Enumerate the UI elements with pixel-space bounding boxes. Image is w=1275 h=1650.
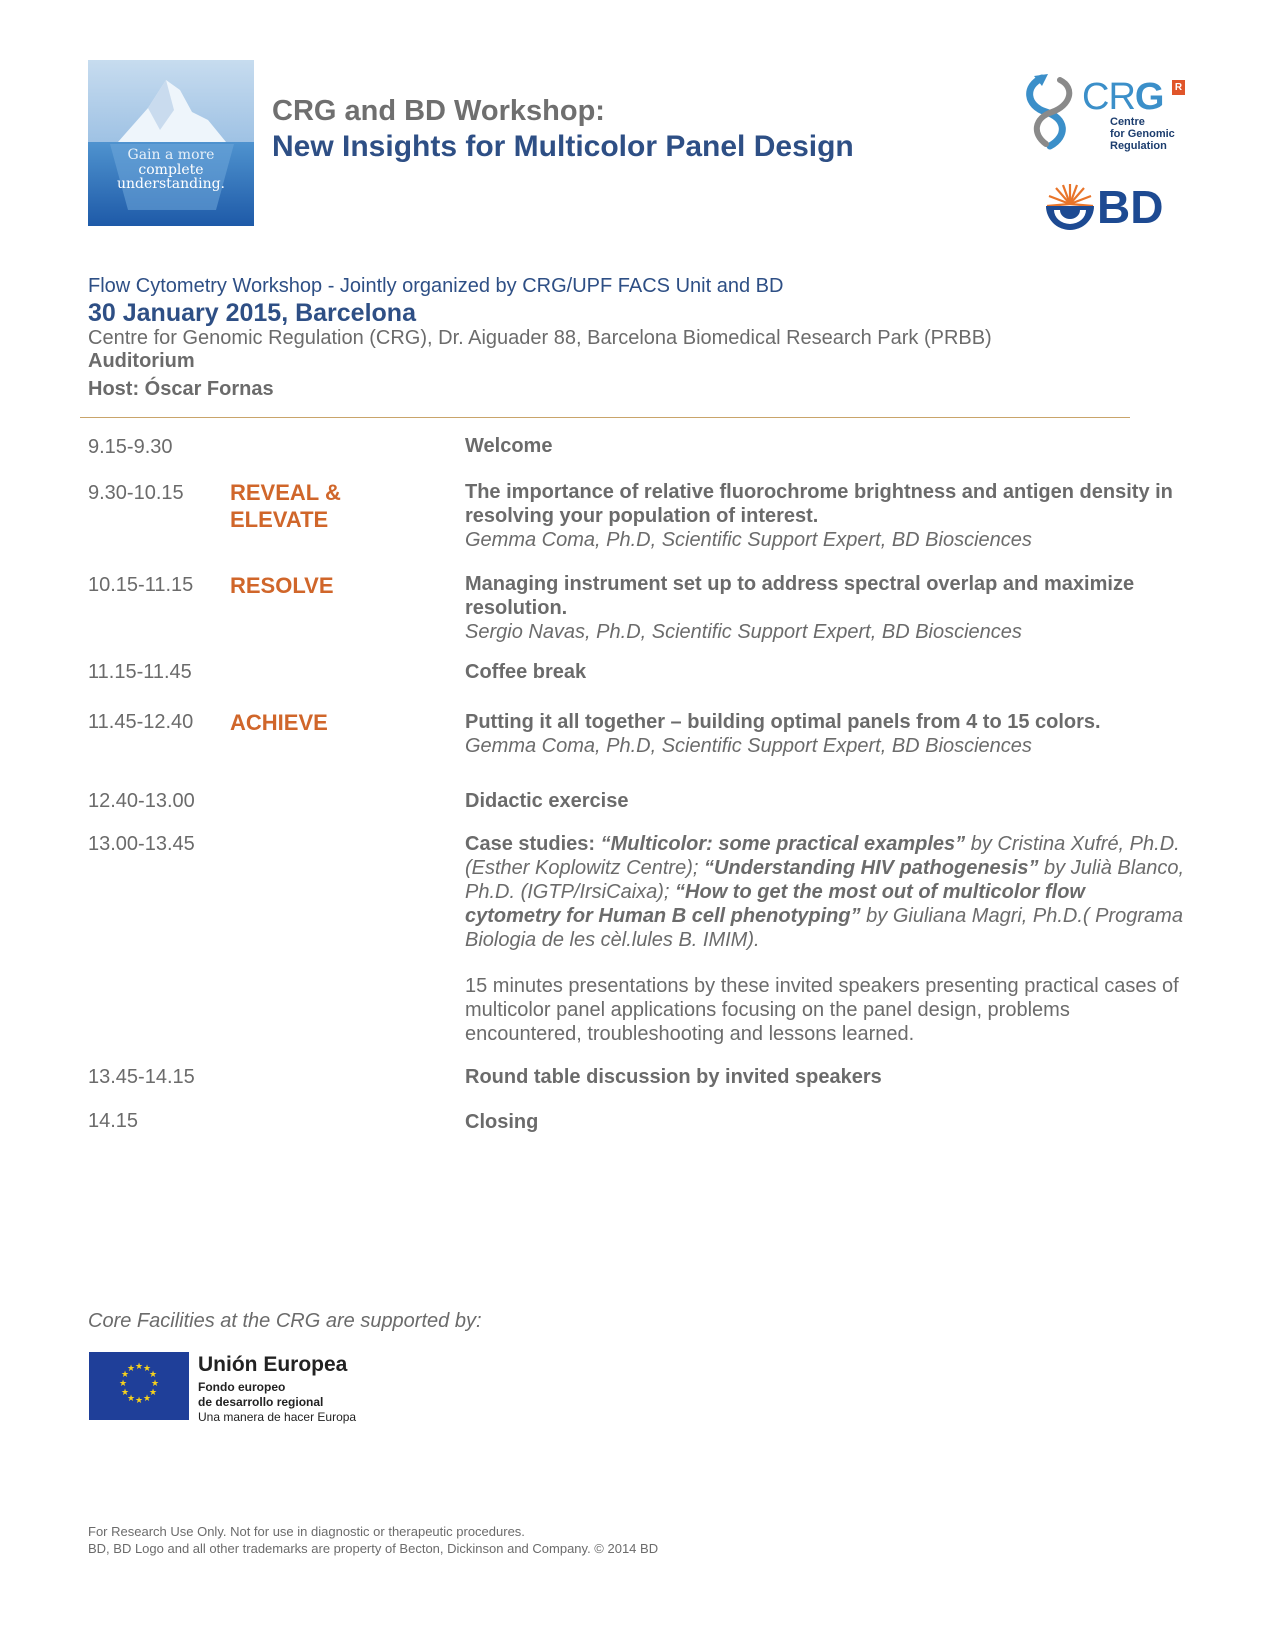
agenda-speaker: Gemma Coma, Ph.D, Scientific Support Expert, BD Biosciences xyxy=(465,735,1032,757)
agenda-time: 12.40-13.00 xyxy=(88,790,195,812)
case-label: Case studies: xyxy=(465,833,601,855)
legal-line-2: BD, BD Logo and all other trademarks are property of Becton, Dickinson and Company. © 2014 BD xyxy=(88,1541,659,1556)
crg-sub-2: for Genomic xyxy=(1110,128,1175,140)
event-venue: Auditorium xyxy=(88,350,195,372)
title-line-1: CRG and BD Workshop: xyxy=(272,95,605,127)
event-subtitle: Flow Cytometry Workshop - Jointly organized by CRG/UPF FACS Unit and BD xyxy=(88,275,784,297)
agenda-speaker: Gemma Coma, Ph.D, Scientific Support Expert, BD Biosciences xyxy=(465,529,1032,551)
case-studies xyxy=(465,832,1185,952)
agenda-title: Closing xyxy=(465,1111,539,1133)
case-description: 15 minutes presentations by these invited speakers presenting practical cases of multicolor panel applications focusing on the panel design, problems encountered, troubleshooting and lessons learned. xyxy=(465,975,1179,1045)
agenda-title: Coffee break xyxy=(465,661,587,683)
agenda-time: 14.15 xyxy=(88,1110,139,1132)
agenda-title: Didactic exercise xyxy=(465,790,629,812)
agenda-title: Managing instrument set up to address spectral overlap and maximize resolution. xyxy=(465,573,1135,619)
session-line: ELEVATE xyxy=(230,507,329,532)
event-address: Centre for Genomic Regulation (CRG), Dr. Aiguader 88, Barcelona Biomedical Research Park (PRBB) xyxy=(88,327,992,349)
iceberg-tagline-2: complete xyxy=(138,162,204,178)
crg-wordmark-light: CR xyxy=(1082,76,1135,118)
svg-text:★: ★ xyxy=(120,1370,130,1380)
svg-text:★: ★ xyxy=(134,1362,144,1372)
session-label xyxy=(230,709,328,736)
agenda-time: 11.15-11.45 xyxy=(88,661,192,683)
event-host: Host: Óscar Fornas xyxy=(88,378,274,400)
iceberg-image xyxy=(88,60,254,226)
svg-text:★: ★ xyxy=(142,1364,152,1374)
bd-sun-icon xyxy=(1045,182,1095,232)
case-speaker-3: by Giuliana Magri, Ph.D.( Programa Biologia de les cèl.lules B. IMIM). xyxy=(465,905,1183,951)
svg-text:★: ★ xyxy=(120,1388,130,1398)
bd-logo xyxy=(1045,180,1175,232)
svg-text:★: ★ xyxy=(142,1394,152,1404)
agenda-time: 13.00-13.45 xyxy=(88,833,195,855)
agenda-time: 9.30-10.15 xyxy=(88,482,184,504)
agenda-title: Round table discussion by invited speakers xyxy=(465,1066,882,1088)
session-label xyxy=(230,479,341,533)
svg-text:★: ★ xyxy=(134,1396,144,1406)
agenda-time: 13.45-14.15 xyxy=(88,1066,195,1088)
crg-badge: R xyxy=(1172,80,1185,95)
agenda-time: 10.15-11.15 xyxy=(88,574,194,596)
svg-text:★: ★ xyxy=(126,1394,136,1404)
agenda-time: 11.45-12.40 xyxy=(88,711,194,733)
supported-by: Core Facilities at the CRG are supported by: xyxy=(88,1310,482,1332)
session-label xyxy=(230,572,334,599)
svg-text:★: ★ xyxy=(118,1379,128,1389)
iceberg-tagline-3: understanding. xyxy=(116,176,225,192)
legal-line-1: For Research Use Only. Not for use in diagnostic or therapeutic procedures. xyxy=(88,1524,525,1539)
crg-logo xyxy=(1020,72,1190,162)
eu-flag-icon xyxy=(89,1352,189,1420)
session-line: REVEAL & xyxy=(230,480,341,505)
crg-sub-1: Centre xyxy=(1110,116,1145,128)
crg-wordmark-bold: G xyxy=(1134,76,1164,118)
case-title-1: “Multicolor: some practical examples” xyxy=(600,833,966,855)
agenda-time: 9.15-9.30 xyxy=(88,436,173,458)
session-line: ACHIEVE xyxy=(230,710,328,735)
svg-text:★: ★ xyxy=(148,1370,158,1380)
agenda-title: Welcome xyxy=(465,435,553,457)
crg-helix-icon xyxy=(1020,72,1084,152)
iceberg-tagline-1: Gain a more xyxy=(127,147,215,163)
agenda-title: Putting it all together – building optimal panels from 4 to 15 colors. xyxy=(465,711,1101,733)
eu-line-2: de desarrollo regional xyxy=(198,1395,324,1409)
case-title-3: “How to get the most out of multicolor flow cytometry for Human B cell phenotyping” xyxy=(465,881,1085,927)
svg-text:★: ★ xyxy=(148,1388,158,1398)
eu-line-1: Fondo europeo xyxy=(198,1380,286,1394)
eu-line-3: Una manera de hacer Europa xyxy=(198,1410,357,1424)
crg-sub-3: Regulation xyxy=(1110,140,1167,152)
svg-text:★: ★ xyxy=(126,1364,136,1374)
divider xyxy=(80,417,1130,418)
eu-title: Unión Europea xyxy=(198,1353,348,1376)
title-line-2: New Insights for Multicolor Panel Design xyxy=(272,130,854,163)
case-title-2: “Understanding HIV pathogenesis” xyxy=(703,857,1039,879)
case-speaker-2: by Julià Blanco, Ph.D. (IGTP/IrsiCaixa); xyxy=(465,857,1185,903)
agenda-speaker: Sergio Navas, Ph.D, Scientific Support Expert, BD Biosciences xyxy=(465,621,1022,643)
session-line: RESOLVE xyxy=(230,573,334,598)
bd-wordmark: BD xyxy=(1097,181,1164,233)
case-speaker-1: by Cristina Xufré, Ph.D. (Esther Koplowitz Centre); xyxy=(465,833,1180,879)
agenda-title: The importance of relative fluorochrome brightness and antigen density in resolving your population of interest. xyxy=(465,481,1173,527)
event-date: 30 January 2015, Barcelona xyxy=(88,299,416,327)
svg-text:★: ★ xyxy=(150,1379,160,1389)
